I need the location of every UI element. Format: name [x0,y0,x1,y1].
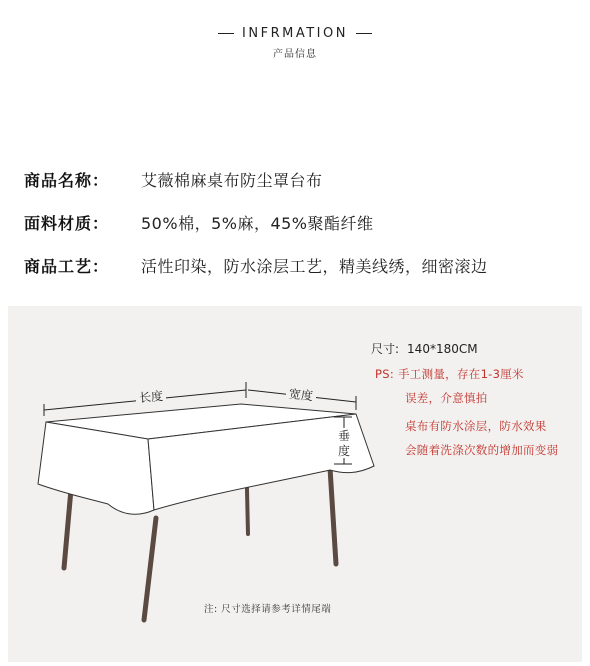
size-spec-label: 尺寸: [371,342,400,356]
left-dash-decoration [218,33,234,34]
header-subtitle: 产品信息 [273,49,317,60]
width-label: 宽度 [288,386,314,404]
info-row-name [24,158,488,201]
header-title-row [0,26,590,41]
ps-note-line-1: PS: 手工测量，存在1-3厘米 [375,367,524,381]
ps-note-line-2: 误差，介意慎拍 [405,391,488,405]
drop-label-top: 垂 [338,429,351,443]
header-title: INFRMATION [242,26,348,41]
info-row-material [24,201,488,244]
info-label: 商品名称： [24,171,110,190]
right-dash-decoration [356,33,372,34]
drop-label-bottom: 度 [338,444,351,458]
size-spec [371,340,478,357]
waterproof-note-line-2: 会随着洗涤次数的增加而变弱 [405,443,559,457]
length-label: 长度 [138,388,164,406]
product-info-list [24,158,488,287]
section-header [0,26,590,60]
info-label: 商品工艺： [24,257,110,276]
table-leg-front-mid [144,518,156,620]
table-leg-front-right [330,468,336,564]
info-row-craft [24,244,488,287]
tablecloth [38,404,374,514]
info-value: 艾薇棉麻桌布防尘罩台布 [141,171,323,190]
size-footnote: 注: 尺寸选择请参考详情尾端 [204,604,332,615]
info-value: 50%棉，5%麻，45%聚酯纤维 [141,214,374,233]
waterproof-note-line-1: 桌布有防水涂层，防水效果 [405,419,547,433]
info-label: 面料材质： [24,214,110,233]
size-spec-value: 140*180CM [407,342,478,356]
size-diagram-panel [8,306,582,662]
info-value: 活性印染，防水涂层工艺，精美线绣，细密滚边 [141,257,488,276]
